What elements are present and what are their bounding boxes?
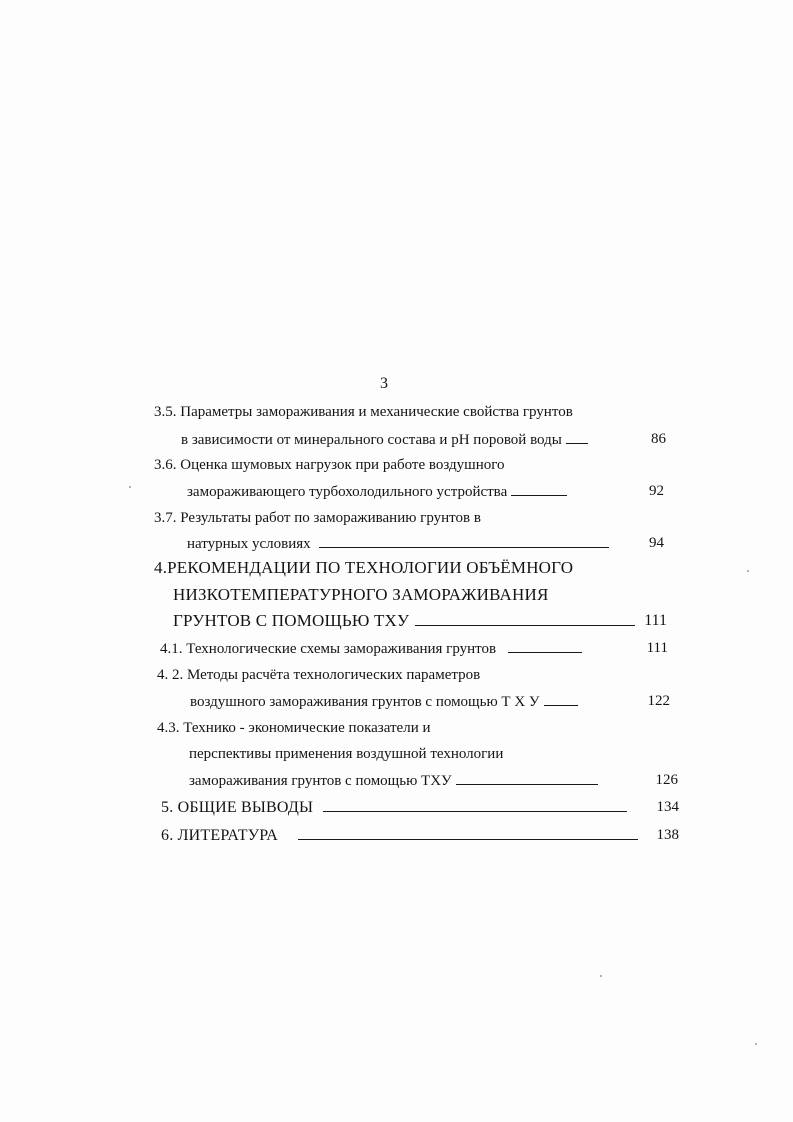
toc-entry-4-text: ГРУНТОВ С ПОМОЩЬЮ ТХУ <box>173 611 410 630</box>
toc-entry-4-page: 111 <box>644 612 667 629</box>
toc-entry-4-1-page: 111 <box>646 640 668 656</box>
toc-entry-3-6-line-1: 3.6. Оценка шумовых нагрузок при работе воздушного <box>154 457 505 473</box>
toc-entry-4-line-3 <box>173 611 635 631</box>
toc-entry-4-line-2: НИЗКОТЕМПЕРАТУРНОГО ЗАМОРАЖИВАНИЯ <box>173 585 549 604</box>
leader-line <box>544 691 578 706</box>
leader-line <box>415 611 635 626</box>
toc-entry-4-3-line-1: 4.3. Технико - экономические показатели и <box>157 720 431 736</box>
toc-entry-3-7-page: 94 <box>649 535 664 551</box>
toc-entry-6-text: 6. ЛИТЕРАТУРА <box>161 827 279 844</box>
leader-line <box>566 429 588 444</box>
scan-speck <box>755 1043 757 1045</box>
toc-entry-3-5-line-1: 3.5. Параметры замораживания и механические свойства грунтов <box>154 404 573 420</box>
toc-entry-3-7-text: натурных условиях <box>187 536 311 552</box>
scan-speck <box>129 486 131 488</box>
scan-speck <box>600 975 602 977</box>
leader-line <box>508 638 582 653</box>
toc-entry-5-line-1 <box>161 797 627 818</box>
toc-entry-4-3-text: замораживания грунтов с помощью ТХУ <box>189 773 452 789</box>
leader-line <box>319 533 609 548</box>
page-number: 3 <box>380 375 388 392</box>
leader-line <box>298 825 638 840</box>
scan-speck <box>747 570 749 572</box>
leader-line <box>456 770 598 785</box>
toc-entry-4-2-page: 122 <box>647 693 670 709</box>
toc-entry-3-5-line-2 <box>181 429 588 450</box>
toc-entry-3-6-text: замораживающего турбохолодильного устройства <box>187 484 508 500</box>
toc-entry-3-7-line-2 <box>187 533 609 554</box>
toc-entry-4-3-page: 126 <box>655 772 678 788</box>
toc-entry-4-1-line-1 <box>160 638 582 659</box>
toc-entry-5-page: 134 <box>656 799 679 815</box>
leader-line <box>323 797 627 812</box>
toc-entry-4-3-line-3 <box>189 770 598 791</box>
toc-entry-3-5-text: в зависимости от минерального состава и рН поровой воды <box>181 432 562 448</box>
toc-entry-6-page: 138 <box>656 827 679 843</box>
toc-entry-3-6-line-2 <box>187 481 567 502</box>
toc-entry-3-6-page: 92 <box>649 483 664 499</box>
toc-entry-4-2-line-2 <box>190 691 578 712</box>
toc-entry-5-text: 5. ОБЩИЕ ВЫВОДЫ <box>161 799 314 816</box>
leader-line <box>511 481 567 496</box>
toc-entry-4-2-text: воздушного замораживания грунтов с помощью Т Х У <box>190 694 540 710</box>
toc-entry-4-3-line-2: перспективы применения воздушной технологии <box>189 746 504 762</box>
toc-entry-4-1-text: 4.1. Технологические схемы замораживания грунтов <box>160 641 497 657</box>
toc-entry-3-5-page: 86 <box>651 431 666 447</box>
toc-entry-6-line-1 <box>161 825 638 846</box>
toc-entry-3-7-line-1: 3.7. Результаты работ по замораживанию грунтов в <box>154 510 481 526</box>
toc-entry-4-2-line-1: 4. 2. Методы расчёта технологических параметров <box>157 667 481 683</box>
toc-entry-4-line-1: 4.РЕКОМЕНДАЦИИ ПО ТЕХНОЛОГИИ ОБЪЁМНОГО <box>154 558 574 577</box>
